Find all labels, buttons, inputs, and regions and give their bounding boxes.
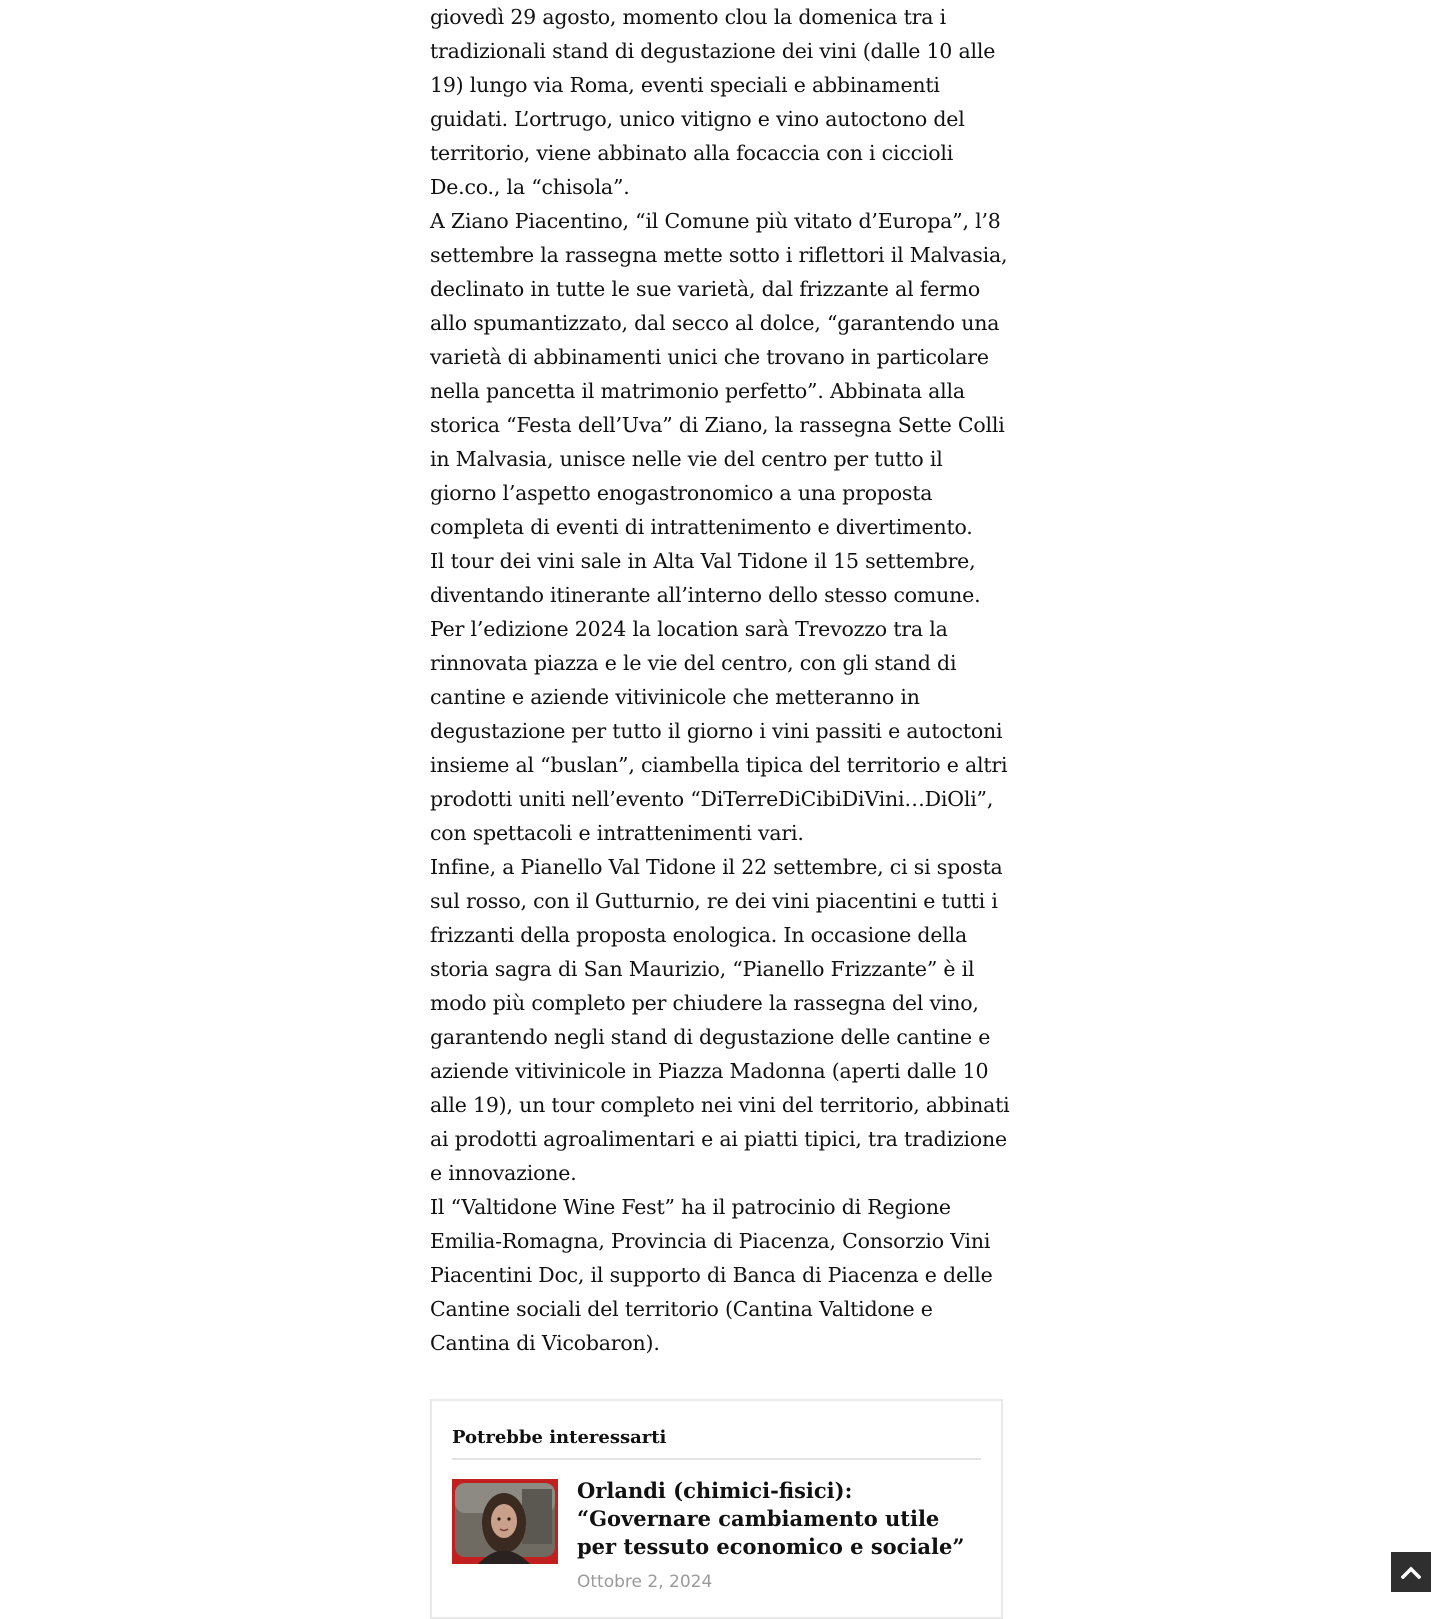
article-paragraph: Il “Valtidone Wine Fest” ha il patrocinio di Regione Emilia-Romagna, Provincia di Piacenza, Consorzio Vini Piacentini Doc, il supporto di Banca di Piacenza e delle Cantine sociali del territorio (Cantina Valtidone e Cantina di Vicobaron). bbox=[430, 1195, 993, 1355]
scroll-to-top-button[interactable] bbox=[1391, 1552, 1431, 1592]
related-articles-title: Potrebbe interessarti bbox=[452, 1427, 667, 1448]
related-article-date: Ottobre 2, 2024 bbox=[577, 1572, 713, 1592]
chevron-up-icon bbox=[1401, 1565, 1421, 1579]
article-body bbox=[430, 0, 1010, 1360]
related-article-link[interactable]: Orlandi (chimici-fisici): “Governare cambiamento utile per tessuto economico e sociale” bbox=[577, 1478, 965, 1559]
person-portrait-thumbnail-icon bbox=[452, 1479, 558, 1564]
related-divider bbox=[452, 1458, 981, 1460]
related-articles-box bbox=[430, 1399, 1003, 1619]
related-article-thumbnail[interactable] bbox=[452, 1479, 558, 1564]
article-paragraph: giovedì 29 agosto, momento clou la domenica tra i tradizionali stand di degustazione dei vini (dalle 10 alle 19) lungo via Roma, eventi speciali e abbinamenti guidati. L’ortrugo, unico vitigno e vino autoctono del territorio, viene abbinato alla focaccia con i ciccioli De.co., la “chisola”. bbox=[430, 5, 996, 199]
article-paragraph: A Ziano Piacentino, “il Comune più vitato d’Europa”, l’8 settembre la rassegna mette sotto i riflettori il Malvasia, declinato in tutte le sue varietà, dal frizzante al fermo allo spumantizzato, dal secco al dolce, “garantendo una varietà di abbinamenti unici che trovano in particolare nella pancetta il matrimonio perfetto”. Abbinata alla storica “Festa dell’Uva” di Ziano, la rassegna Sette Colli in Malvasia, unisce nelle vie del centro per tutto il giorno l’aspetto enogastronomico a una proposta completa di eventi di intrattenimento e divertimento. bbox=[430, 209, 1008, 539]
article-paragraph: Infine, a Pianello Val Tidone il 22 settembre, ci si sposta sul rosso, con il Gutturnio, re dei vini piacentini e tutti i frizzanti della proposta enologica. In occasione della storia sagra di San Maurizio, “Pianello Frizzante” è il modo più completo per chiudere la rassegna del vino, garantendo negli stand di degustazione delle cantine e aziende vitivinicole in Piazza Madonna (aperti dalle 10 alle 19), un tour completo nei vini del territorio, abbinati ai prodotti agroalimentari e ai piatti tipici, tra tradizione e innovazione. bbox=[430, 855, 1010, 1185]
article-paragraph: Il tour dei vini sale in Alta Val Tidone il 15 settembre, diventando itinerante all’interno dello stesso comune. Per l’edizione 2024 la location sarà Trevozzo tra la rinnovata piazza e le vie del centro, con gli stand di cantine e aziende vitivinicole che metteranno in degustazione per tutto il giorno i vini passiti e autoctoni insieme al “buslan”, ciambella tipica del territorio e altri prodotti uniti nell’evento “DiTerreDiCibiDiVini…DiOli”, con spettacoli e intrattenimenti vari. bbox=[430, 549, 1008, 845]
